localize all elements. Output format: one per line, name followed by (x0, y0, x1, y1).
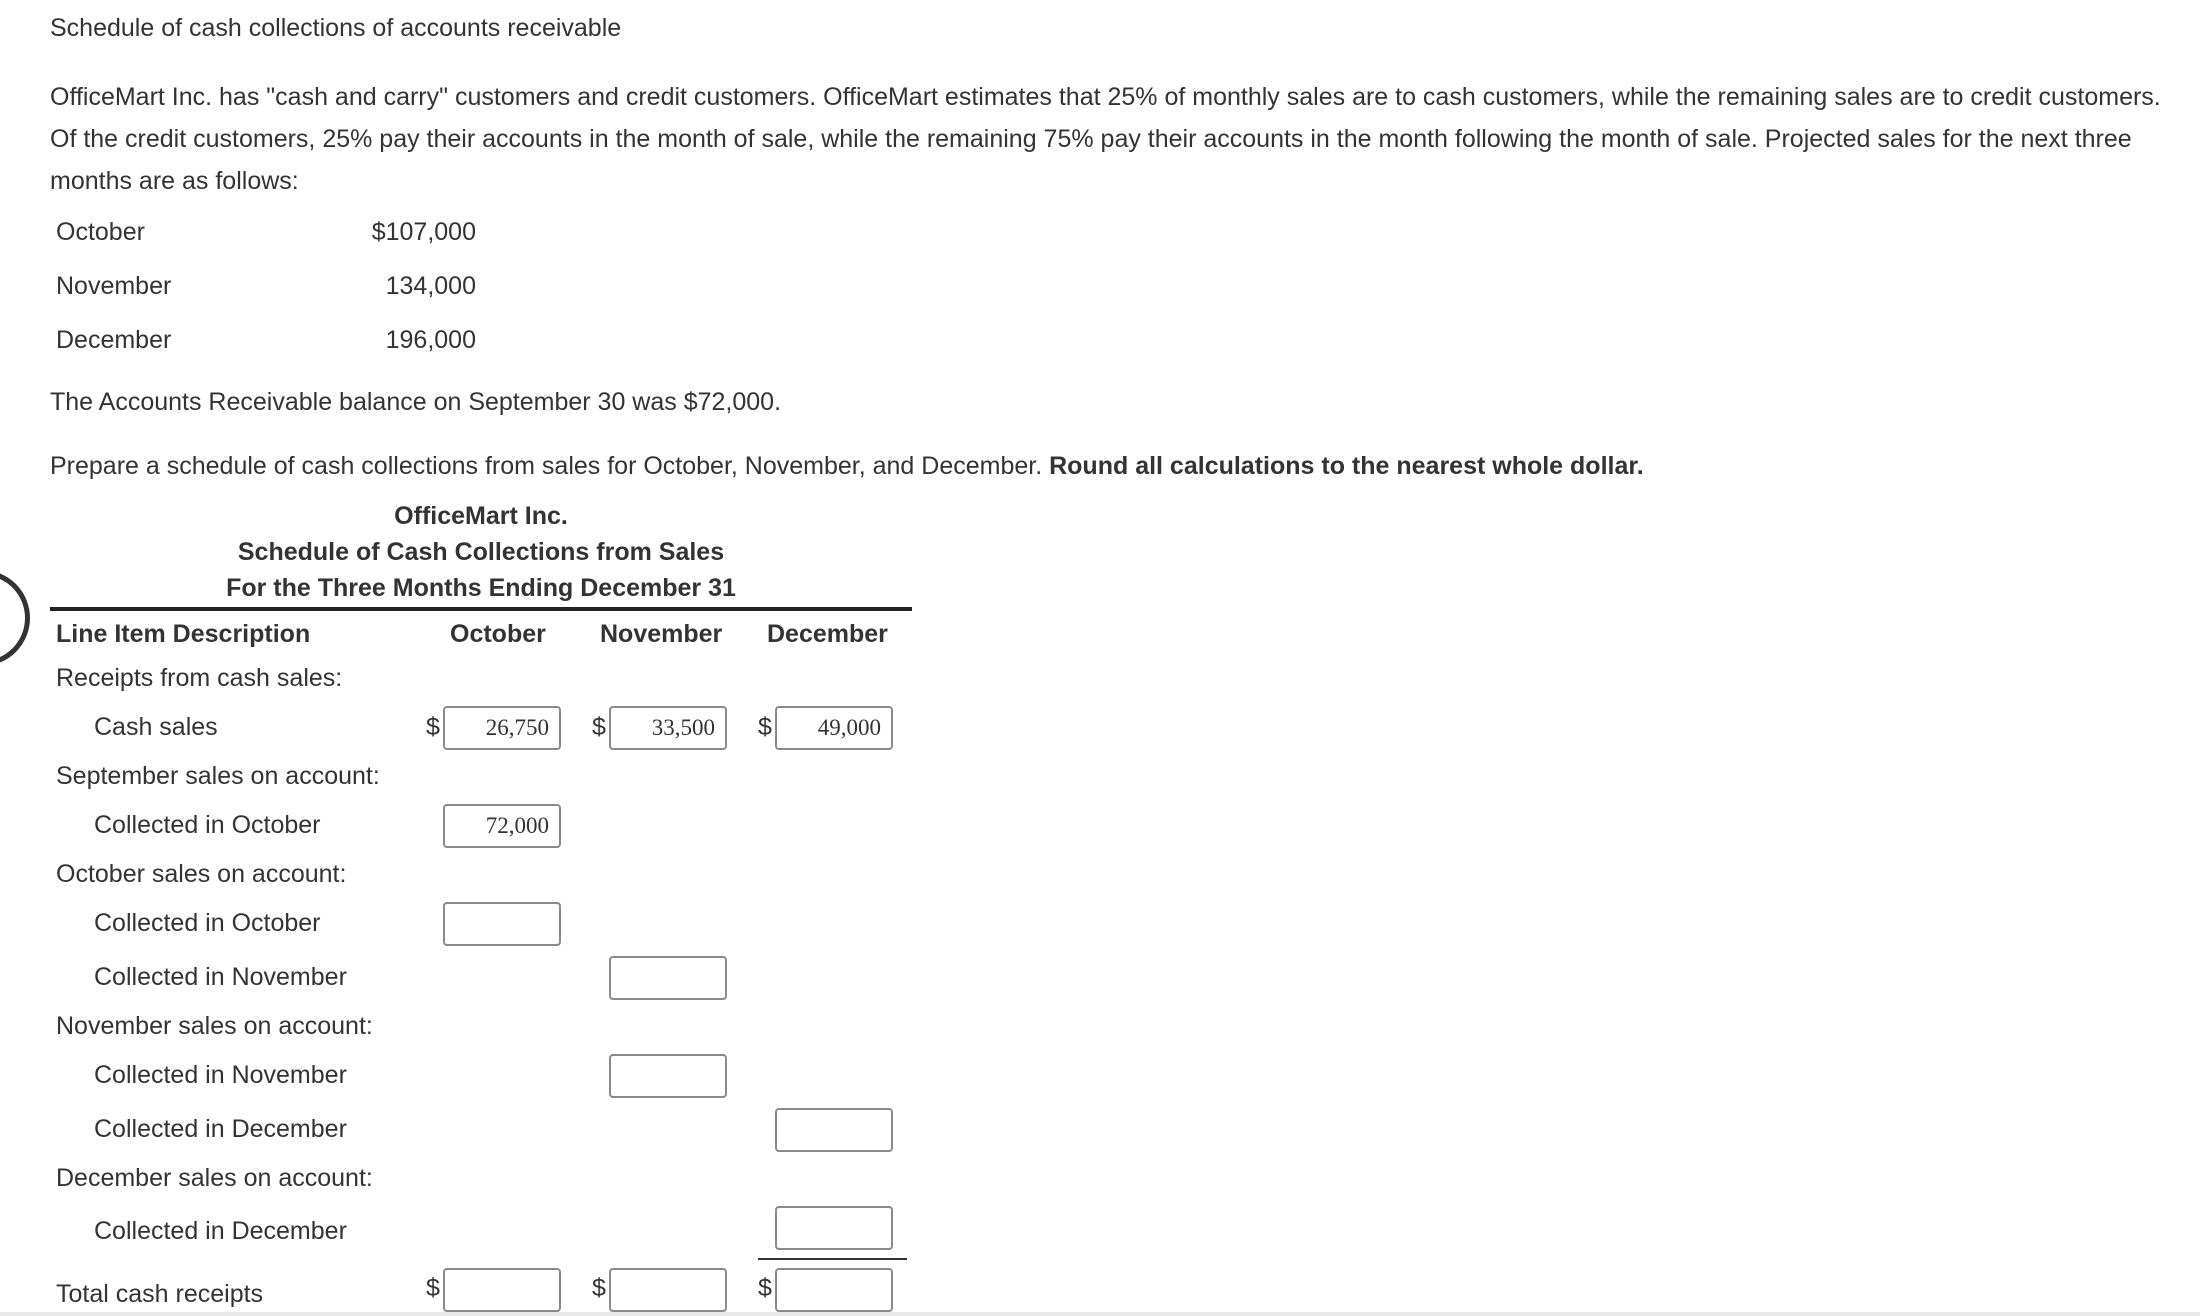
sales-month: November (56, 272, 172, 300)
sales-amount: 134,000 (385, 272, 476, 300)
instruction-bold: Round all calculations to the nearest whole dollar. (1049, 452, 1644, 480)
october-collected-november-label: Collected in November (94, 963, 347, 991)
november-header: November sales on account: (56, 1012, 373, 1040)
november-collected-december-input[interactable] (775, 1108, 893, 1152)
december-collected-december-input[interactable] (775, 1206, 893, 1250)
october-collected-november-input[interactable] (609, 956, 727, 1000)
total-october-input[interactable] (443, 1268, 561, 1312)
problem-paragraph: OfficeMart Inc. has "cash and carry" customers and credit customers. OfficeMart estimates that 25% of monthly sales are to cash customers, while the remaining sales are to credit customers. Of the credit customers, 25% pay their accounts in the month of sale, while the remaining 75% pay their accounts in the month following the month of sale. Projected sales for the next three months are as follows: (50, 83, 2161, 195)
september-collected-october-input[interactable] (443, 804, 561, 848)
ar-balance-note: The Accounts Receivable balance on September 30 was $72,000. (50, 388, 782, 416)
sales-month: October (56, 218, 145, 246)
dollar-sign: $ (426, 713, 440, 741)
col-header-december: December (767, 620, 888, 648)
cash-sales-october-input[interactable] (443, 706, 561, 750)
schedule-title: Schedule of Cash Collections from Sales (237, 538, 725, 566)
dollar-sign: $ (758, 1274, 772, 1302)
instruction-text: Prepare a schedule of cash collections from sales for October, November, and December. (50, 452, 1050, 480)
cash-sales-label: Cash sales (94, 713, 218, 741)
sum-rule (758, 1258, 907, 1260)
december-header: December sales on account: (56, 1164, 373, 1192)
schedule-company: OfficeMart Inc. (394, 502, 568, 530)
title-rule (50, 607, 912, 611)
side-circle-decoration (0, 570, 30, 666)
sales-month: December (56, 326, 172, 354)
dollar-sign: $ (592, 1274, 606, 1302)
dollar-sign: $ (592, 713, 606, 741)
november-collected-november-input[interactable] (609, 1054, 727, 1098)
dollar-sign: $ (758, 713, 772, 741)
september-header: September sales on account: (56, 762, 380, 790)
sales-amount: $107,000 (371, 218, 476, 246)
col-header-description: Line Item Description (56, 620, 311, 648)
cash-sales-november-input[interactable] (609, 706, 727, 750)
sales-row (56, 218, 476, 272)
total-november-input[interactable] (609, 1268, 727, 1312)
col-header-october: October (450, 620, 546, 648)
october-collected-october-label: Collected in October (94, 909, 321, 937)
sales-amount: 196,000 (385, 326, 476, 354)
october-header: October sales on account: (56, 860, 347, 888)
total-cash-receipts-label: Total cash receipts (56, 1280, 264, 1308)
projected-sales-table (56, 218, 476, 380)
bottom-edge (0, 1312, 2200, 1316)
november-collected-november-label: Collected in November (94, 1061, 347, 1089)
cash-sales-december-input[interactable] (775, 706, 893, 750)
schedule-period: For the Three Months Ending December 31 (226, 574, 736, 602)
september-collected-october-label: Collected in October (94, 811, 321, 839)
dollar-sign: $ (426, 1274, 440, 1302)
total-december-input[interactable] (775, 1268, 893, 1312)
cash-sales-header: Receipts from cash sales: (56, 664, 343, 692)
sales-row (56, 326, 476, 380)
col-header-november: November (600, 620, 723, 648)
november-collected-december-label: Collected in December (94, 1115, 347, 1143)
problem-heading: Schedule of cash collections of accounts receivable (50, 14, 622, 42)
sales-row (56, 272, 476, 326)
october-collected-october-input[interactable] (443, 902, 561, 946)
instruction (50, 452, 1644, 481)
december-collected-december-label: Collected in December (94, 1217, 347, 1245)
